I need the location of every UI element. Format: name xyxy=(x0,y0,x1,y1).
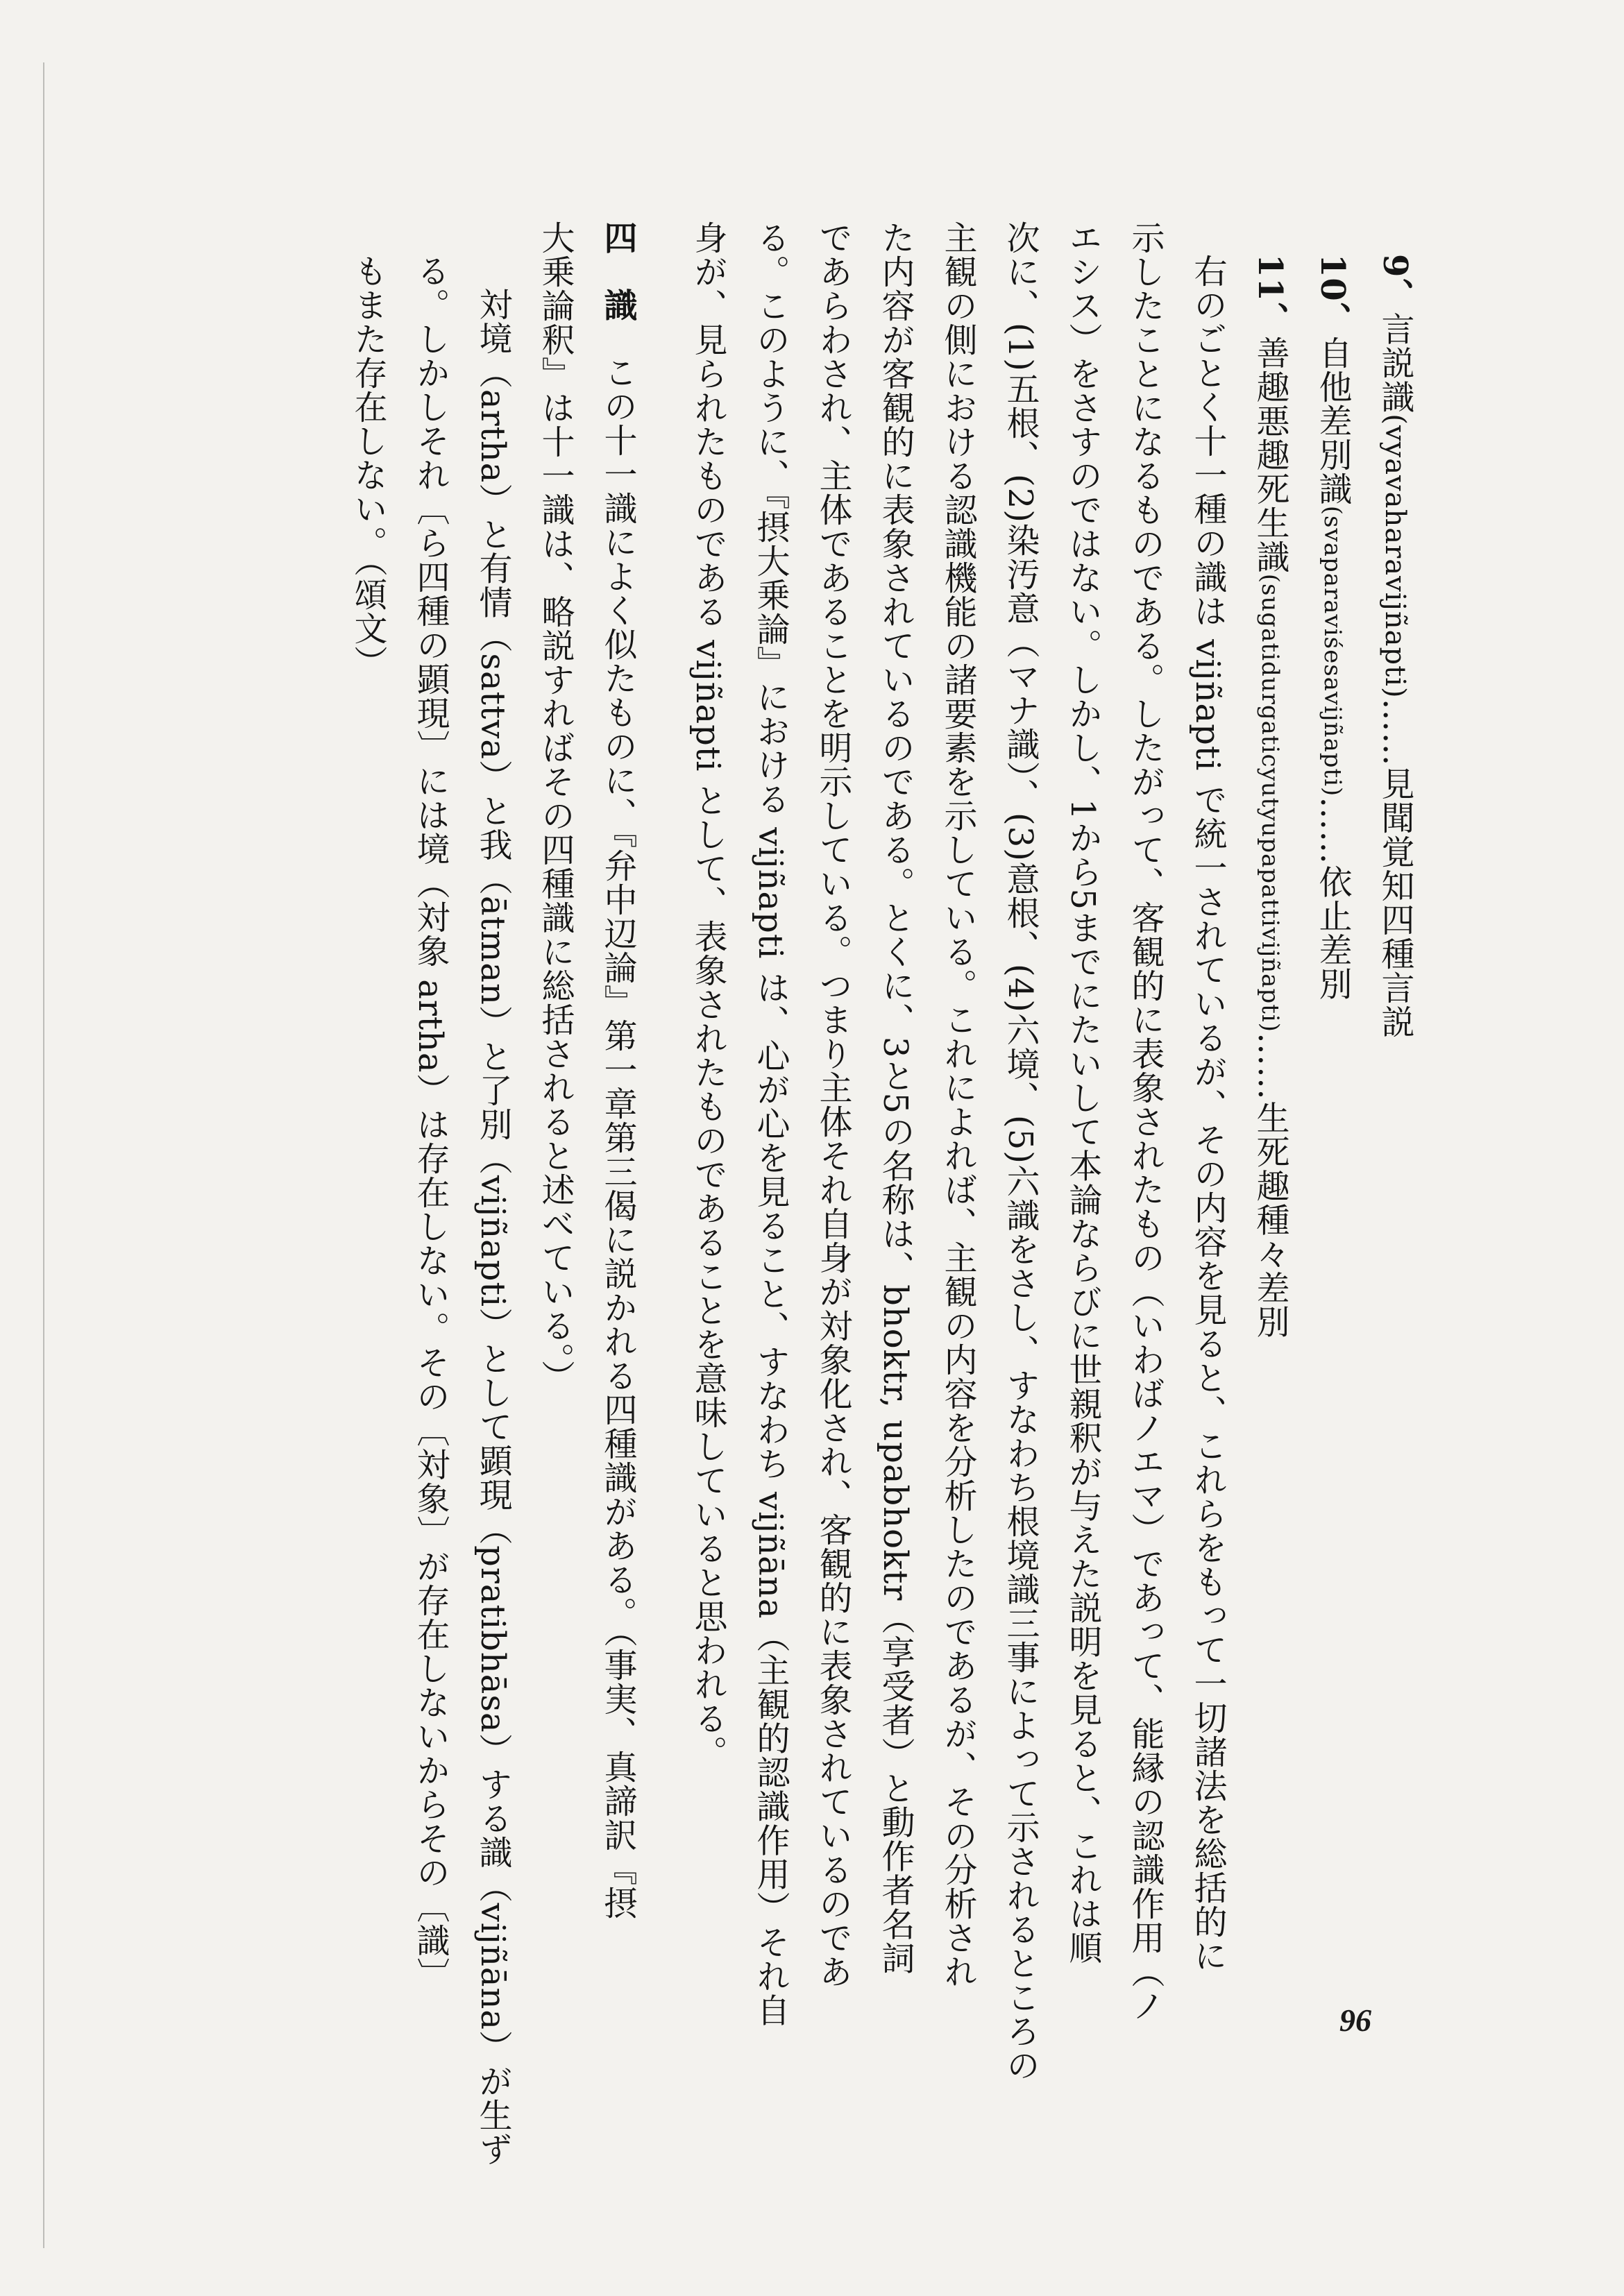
list-item-label: 言説識 xyxy=(1376,312,1414,414)
paragraph-line: た内容が客観的に表象されているのである。とくに、3と5の名称は、bhoktr, upabhoktr（享受者）と動作者名詞 xyxy=(876,221,915,1975)
section-spacer xyxy=(649,221,677,1941)
section-title: 識 xyxy=(598,288,637,322)
page-number: 96 xyxy=(1339,2002,1371,2038)
paragraph-line: 右のごとく十一種の識は vijñapti で統一されているが、その内容を見ると、これらをもって一切諸法を総括的に xyxy=(1188,254,1227,1973)
list-item-number: 9、 xyxy=(1376,254,1414,312)
list-item-label: 自他差別識 xyxy=(1313,335,1352,506)
paragraph-line: る。このように、『摂大乗論』における vijñapti は、心が心を見ること、すなわち vijñāna（主観的認識作用）それ自 xyxy=(751,221,790,2027)
paragraph-line: 主観の側における認識機能の諸要素を示している。これによれば、主観の内容を分析したのであるが、その分析され xyxy=(938,221,977,1989)
paragraph-line: であらわされ、主体であることを明示している。つまり主体それ自身が対象化され、客観的に表象されているのであ xyxy=(813,221,852,1989)
section-heading-line xyxy=(586,221,649,1941)
list-item-meaning: 見聞覚知四種言説 xyxy=(1376,766,1414,1039)
list-item-dots: …… xyxy=(1376,698,1414,767)
list-item-gloss: (sugatidurgaticyutyupapattivijñapti) xyxy=(1256,573,1284,1033)
paragraph-line: 身が、見られたものである vijñapti として、表象されたものであることを意味していると思われる。 xyxy=(688,221,727,1769)
list-item-9 xyxy=(1364,221,1426,1941)
list-item-meaning: 生死趣種々差別 xyxy=(1251,1100,1289,1339)
list-item-dots: …… xyxy=(1313,797,1352,865)
quote-line: 対境（artha）と有情（sattva）と我（ātman）と了別（vijñapti）として顕現（pratibhāsa）する識（vijñāna）が生ず xyxy=(473,287,512,2166)
binding-edge xyxy=(43,62,44,2248)
list-item-meaning: 依止差別 xyxy=(1313,865,1352,1001)
list-item-11 xyxy=(1239,221,1301,1941)
list-item-number: 10、 xyxy=(1313,254,1352,336)
list-item-gloss: (svaparaviśesavijñapti) xyxy=(1319,505,1346,797)
list-item-label: 善趣悪趣死生識 xyxy=(1251,335,1289,574)
list-item-gloss: (vyavaharavijñapti) xyxy=(1379,414,1411,699)
list-item-number: 11、 xyxy=(1251,254,1289,336)
section-first-line: この十一識によく似たものに、『弁中辺論』第一章第三偈に説かれる四種識がある。（事実、真諦訳『摂 xyxy=(598,355,637,1920)
paragraph-line: 次に、(1)五根、(2)染汚意（マナ識）、(3)意根、(4)六境、(5)六識をさし、すなわち根境識三事によって示されるところの xyxy=(1001,221,1040,2082)
paragraph-line: 示したことになるものである。したがって、客観的に表象されたもの（いわばノエマ）であって、能縁の認識作用（ノ xyxy=(1126,221,1165,2023)
paragraph-line: エシス）をさすのではない。しかし、1から5までにたいして本論ならびに世親釈が与えた説明を見ると、これは順 xyxy=(1063,221,1102,1965)
section-line: 大乗論釈』は十一識は、略説すればその四種識に総括されると述べている。） xyxy=(536,221,575,1394)
section-number: 四 xyxy=(598,221,637,255)
list-item-dots: …… xyxy=(1251,1032,1289,1101)
list-item-10 xyxy=(1301,221,1364,1941)
quote-line: もまた存在しない。（頌文） xyxy=(348,254,387,679)
quote-line: る。しかしそれ〔ら四種の顕現〕には境（対象 artha）は存在しない。その〔対象〕が存在しないからその〔識〕 xyxy=(411,254,450,1991)
